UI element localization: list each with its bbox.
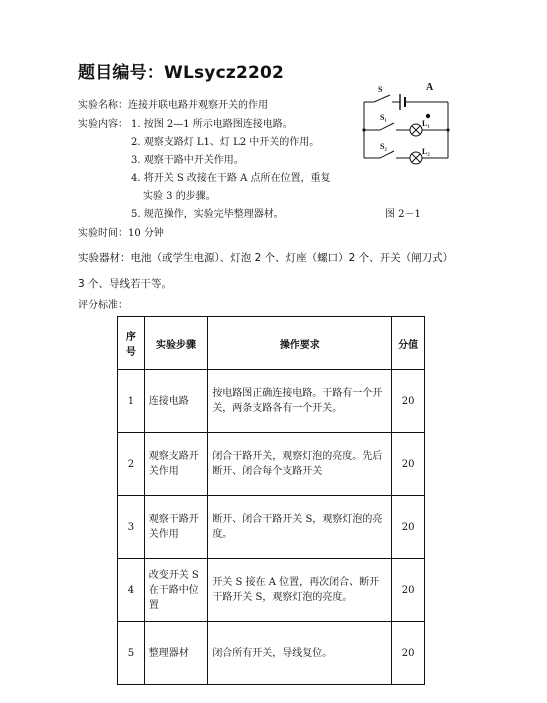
content-item-1: 1. 按图 2—1 所示电路图连接电路。 [131, 119, 293, 130]
content-item-4-cont: 实验 3 的步骤。 [143, 191, 216, 202]
row-no: 3 [118, 496, 145, 559]
row-score: 20 [392, 433, 425, 496]
row-requirement: 闭合所有开关，导线复位。 [208, 622, 392, 685]
content-label: 实验内容： [78, 119, 128, 130]
content-item-4: 4. 将开关 S 改接在干路 A 点所在位置，重复 [131, 173, 331, 184]
row-step: 整理器材 [144, 622, 208, 685]
row-no: 4 [118, 559, 145, 622]
content-item-2: 2. 观察支路灯 L1、灯 L2 中开关的作用。 [131, 137, 320, 148]
header-step: 实验步骤 [144, 317, 208, 370]
table-row [118, 496, 425, 559]
row-requirement: 按电路图正确连接电路。干路有一个开关，两条支路各有一个开关。 [208, 370, 392, 433]
scoring-label: 评分标准： [78, 300, 128, 311]
equipment-line-1: 实验器材：电池（或学生电源）、灯泡 2 个、灯座（螺口）2 个、开关（闸刀式） [78, 252, 454, 264]
header-score: 分值 [392, 317, 425, 370]
content-item-5: 5. 规范操作，实验完毕整理器材。 [131, 209, 284, 220]
label-s2: S₂ [380, 142, 387, 151]
row-requirement: 开关 S 接在 A 位置，再次闭合、断开干路开关 S，观察灯泡的亮度。 [208, 559, 392, 622]
label-l2: L₂ [422, 147, 430, 156]
row-step: 观察支路开关作用 [144, 433, 208, 496]
row-score: 20 [392, 622, 425, 685]
figure-label: 图 2－1 [385, 209, 421, 220]
experiment-time: 实验时间：10 分钟 [78, 228, 164, 239]
experiment-name: 实验名称：连接并联电路并观察开关的作用 [78, 100, 268, 111]
table-row [118, 622, 425, 685]
row-requirement: 断开、闭合干路开关 S，观察灯泡的亮度。 [208, 496, 392, 559]
header-no: 序号 [118, 317, 145, 370]
row-score: 20 [392, 496, 425, 559]
label-s1: S₁ [380, 113, 387, 122]
row-step: 观察干路开关作用 [144, 496, 208, 559]
row-step: 连接电路 [144, 370, 208, 433]
row-requirement: 闭合干路开关，观察灯泡的亮度。先后断开、闭合每个支路开关 [208, 433, 392, 496]
equipment-line-2: 3 个、导线若干等。 [78, 278, 173, 290]
table-row [118, 433, 425, 496]
table-header-row [118, 317, 425, 370]
header-requirement: 操作要求 [208, 317, 392, 370]
table-row [118, 370, 425, 433]
row-step: 改变开关 S 在干路中位置 [144, 559, 208, 622]
content-item-3: 3. 观察干路中开关作用。 [131, 155, 244, 166]
row-no: 1 [118, 370, 145, 433]
circuit-diagram [356, 80, 456, 185]
label-s: S [378, 85, 383, 94]
row-score: 20 [392, 559, 425, 622]
label-l1: L₁ [422, 119, 430, 128]
row-score: 20 [392, 370, 425, 433]
page-title: 题目编号：WLsycz2202 [78, 63, 285, 83]
label-a: A [426, 82, 434, 93]
row-no: 5 [118, 622, 145, 685]
row-no: 2 [118, 433, 145, 496]
scoring-table [117, 316, 425, 685]
table-row [118, 559, 425, 622]
